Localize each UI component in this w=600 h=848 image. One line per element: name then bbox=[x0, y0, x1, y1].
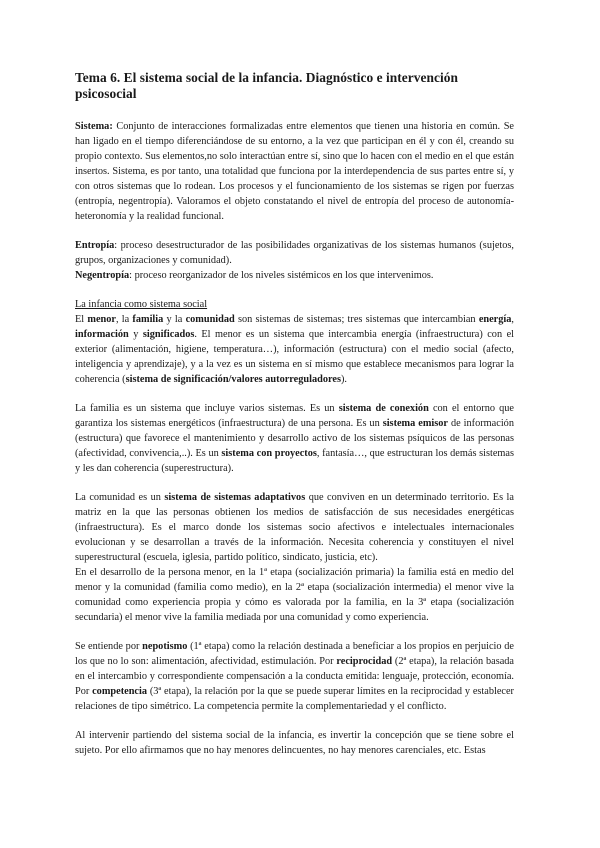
term-negentropia: Negentropía bbox=[75, 270, 130, 281]
bold-term: significados bbox=[142, 329, 195, 340]
text-run: son sistemas de sistemas; tres sistemas que intercambian bbox=[234, 314, 479, 325]
text-run: . El menor es un sistema que intercambia energía (infraestructura) con el exterior (alimentación, higiene, temperatura…), información (estructura) con el medio social (afecto, inteligencia y aprendizaje), y a la vez es un sistema en sí mismo que establece mecanismos para lograr la coherencia ( bbox=[75, 329, 515, 385]
paragraph-nepotismo bbox=[75, 639, 514, 714]
bold-term: competencia bbox=[92, 686, 148, 697]
text-run: ). bbox=[340, 374, 347, 385]
text-run: que conviven en un determinado territorio. Es la matriz en la que las personas obtienen los medios de satisfacción de sus necesidades energéticas (infraestructura). Es el marco donde los sistemas socio afectivos e intelectuales internacionales evolucionan y se desarrollan a través de la información. Necesita coherencia y constituyen el nivel superestructural (escuela, iglesia, partido político, sindicato, justicia, etc). bbox=[75, 492, 514, 563]
paragraph-desarrollo: En el desarrollo de la persona menor, en la 1ª etapa (socialización primaria) la familia está en medio del menor y la comunidad (familia como medio), en la 2ª etapa (socialización intermedia) el menor vive la comunidad como experiencia propia y cómo es valorada por la familia, en la 3ª etapa (socialización secundaria) el menor vive la familia mediada por una comunidad y como experiencia. bbox=[75, 567, 514, 623]
text-run: Se entiende por bbox=[75, 641, 143, 652]
bold-term: menor bbox=[87, 314, 116, 325]
paragraph-text: Conjunto de interacciones formalizadas entre elementos que tienen una historia en común. Se han ligado en el tiempo diferenciándose de su entorno, a la vez que participan en él y con él, creando su propio contexto. Sus elementos,no solo interactúan entre sí, sino que lo hacen con el medio en el que están insertos. Sistema, es por tanto, una totalidad que funciona por la interdependencia de sus partes entre sí, y con otros sistemas que lo rodean. Los procesos y el funcionamiento de los sistemas se rigen por fuerzas (entropía, negentropía). Valoramos el objeto constatando el nivel de entropía del proceso de autonomía-heteronomía y la realidad funcional. bbox=[75, 121, 514, 222]
bold-term: sistema de significación/valores autorreguladores bbox=[125, 374, 341, 385]
text-run: (2ª etapa), la relación basada en el intercambio y correspondiente compensación a la conducta emitida: lenguaje, protección, economía. Por bbox=[75, 656, 514, 697]
bold-term: familia bbox=[132, 314, 164, 325]
bold-term: sistema emisor bbox=[382, 418, 448, 429]
paragraph-intervenir: Al intervenir partiendo del sistema social de la infancia, es invertir la concepción que se tiene sobre el sujeto. Por ello afirmamos que no hay menores delincuentes, no hay menores carenciales, etc. Estas bbox=[75, 730, 514, 756]
paragraph-familia bbox=[75, 401, 514, 476]
text-run: con el entorno que garantiza los sistemas energéticos (infraestructura) de una persona. Es un bbox=[75, 403, 514, 429]
bold-term: información bbox=[75, 329, 129, 340]
text-run: , fantasía…, que estructuran los demás sistemas y les dan coherencia (superestructura). bbox=[75, 448, 515, 474]
text-run: , la bbox=[115, 314, 133, 325]
term-entropia: Entropía bbox=[75, 240, 115, 251]
paragraph-text: : proceso reorganizador de los niveles sistémicos en los que intervenimos. bbox=[129, 270, 434, 281]
paragraph-sistema bbox=[75, 119, 514, 224]
bold-term: reciprocidad bbox=[336, 656, 393, 667]
text-run: (1ª etapa) como la relación destinada a beneficiar a los propios en perjuicio de los que no lo son: alimentación, afectividad, estimulación. Por bbox=[75, 641, 515, 667]
bold-term: energía bbox=[478, 314, 512, 325]
bold-term: comunidad bbox=[185, 314, 235, 325]
text-run: y bbox=[128, 329, 143, 340]
bold-term: sistema de sistemas adaptativos bbox=[164, 492, 306, 503]
text-run: de información (estructura) que favorece el mantenimiento y desarrollo activo de los sistemas psíquicos de las personas (afectividad, convivencia,..). Es un bbox=[75, 418, 514, 459]
bold-term: sistema con proyectos bbox=[221, 448, 317, 459]
bold-term: nepotismo bbox=[142, 641, 188, 652]
text-run: La comunidad es un bbox=[75, 492, 165, 503]
term-sistema: Sistema: bbox=[75, 121, 113, 132]
text-run: La familia es un sistema que incluye varios sistemas. Es un bbox=[75, 403, 339, 414]
paragraph-comunidad bbox=[75, 490, 514, 565]
paragraph-menor-familia-comunidad bbox=[75, 312, 514, 387]
text-run: , bbox=[511, 314, 514, 325]
paragraph-negentropia bbox=[75, 268, 514, 283]
text-run: y la bbox=[163, 314, 186, 325]
text-run: El bbox=[75, 314, 88, 325]
bold-term: sistema de conexión bbox=[338, 403, 429, 414]
text-run: (3ª etapa), la relación por la que se puede superar límites en la reciprocidad y establecer relaciones de tipo simétrico. La competencia permite la complementariedad y el conflicto. bbox=[75, 686, 514, 712]
paragraph-entropia bbox=[75, 238, 514, 268]
page-title: Tema 6. El sistema social de la infancia. Diagnóstico e intervención psicosocial bbox=[75, 70, 459, 101]
paragraph-text: : proceso desestructurador de las posibilidades organizativas de los sistemas humanos (sujetos, grupos, organizaciones y comunidad). bbox=[75, 240, 514, 266]
section-heading: La infancia como sistema social bbox=[75, 299, 208, 310]
